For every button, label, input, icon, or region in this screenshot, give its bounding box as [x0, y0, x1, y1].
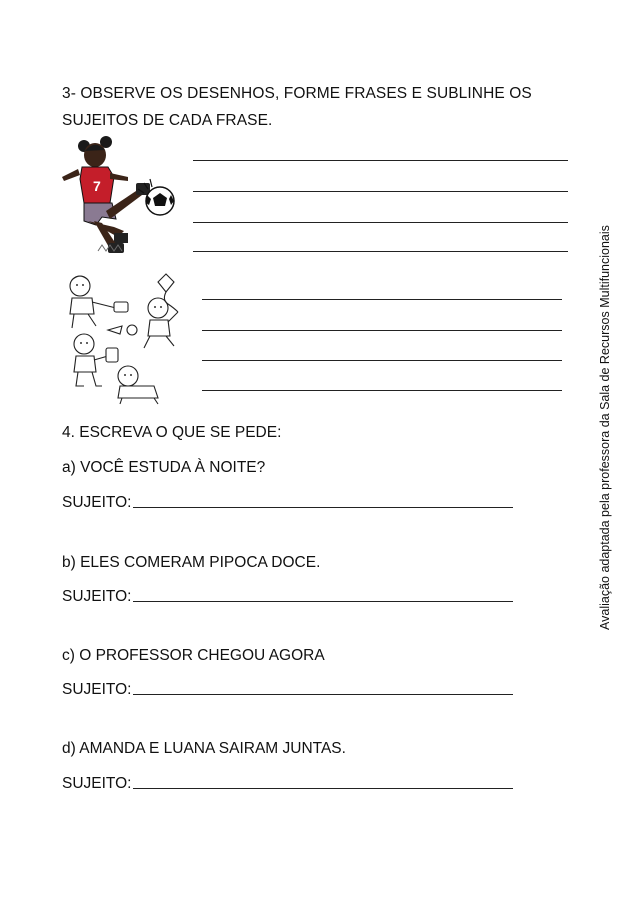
answer-line[interactable] [193, 251, 568, 252]
item-sentence: a) VOCÊ ESTUDA À NOITE? [62, 459, 266, 476]
answer-line[interactable] [133, 788, 513, 789]
item-sentence: c) O PROFESSOR CHEGOU AGORA [62, 647, 325, 664]
question-3-title: 3- OBSERVE OS DESENHOS, FORME FRASES E SUBLINHE OS SUJEITOS DE CADA FRASE. [62, 85, 532, 129]
answer-line[interactable] [202, 360, 562, 361]
answer-line[interactable] [202, 390, 562, 391]
item-answer-row [62, 494, 513, 512]
item-answer-row [62, 775, 513, 793]
question-4-heading: 4. ESCREVA O QUE SE PEDE: [62, 424, 282, 441]
children-playing-icon [62, 268, 190, 406]
svg-text:7: 7 [93, 178, 101, 194]
answer-line[interactable] [133, 694, 513, 695]
answer-line[interactable] [133, 601, 513, 602]
answer-line[interactable] [202, 299, 562, 300]
answer-label: SUJEITO: [62, 494, 132, 511]
answer-line[interactable] [193, 222, 568, 223]
girl-kicking-ball-icon [58, 133, 176, 255]
answer-label: SUJEITO: [62, 681, 132, 698]
answer-label: SUJEITO: [62, 775, 132, 792]
side-note: Avaliação adaptada pela professora da Sala de Recursos Multifuncionais [598, 225, 612, 630]
item-sentence: d) AMANDA E LUANA SAIRAM JUNTAS. [62, 740, 346, 757]
answer-line[interactable] [193, 160, 568, 161]
answer-label: SUJEITO: [62, 588, 132, 605]
answer-line[interactable] [202, 330, 562, 331]
answer-line[interactable] [193, 191, 568, 192]
item-sentence: b) ELES COMERAM PIPOCA DOCE. [62, 554, 321, 571]
item-answer-row [62, 588, 513, 606]
item-answer-row [62, 681, 513, 699]
answer-line[interactable] [133, 507, 513, 508]
